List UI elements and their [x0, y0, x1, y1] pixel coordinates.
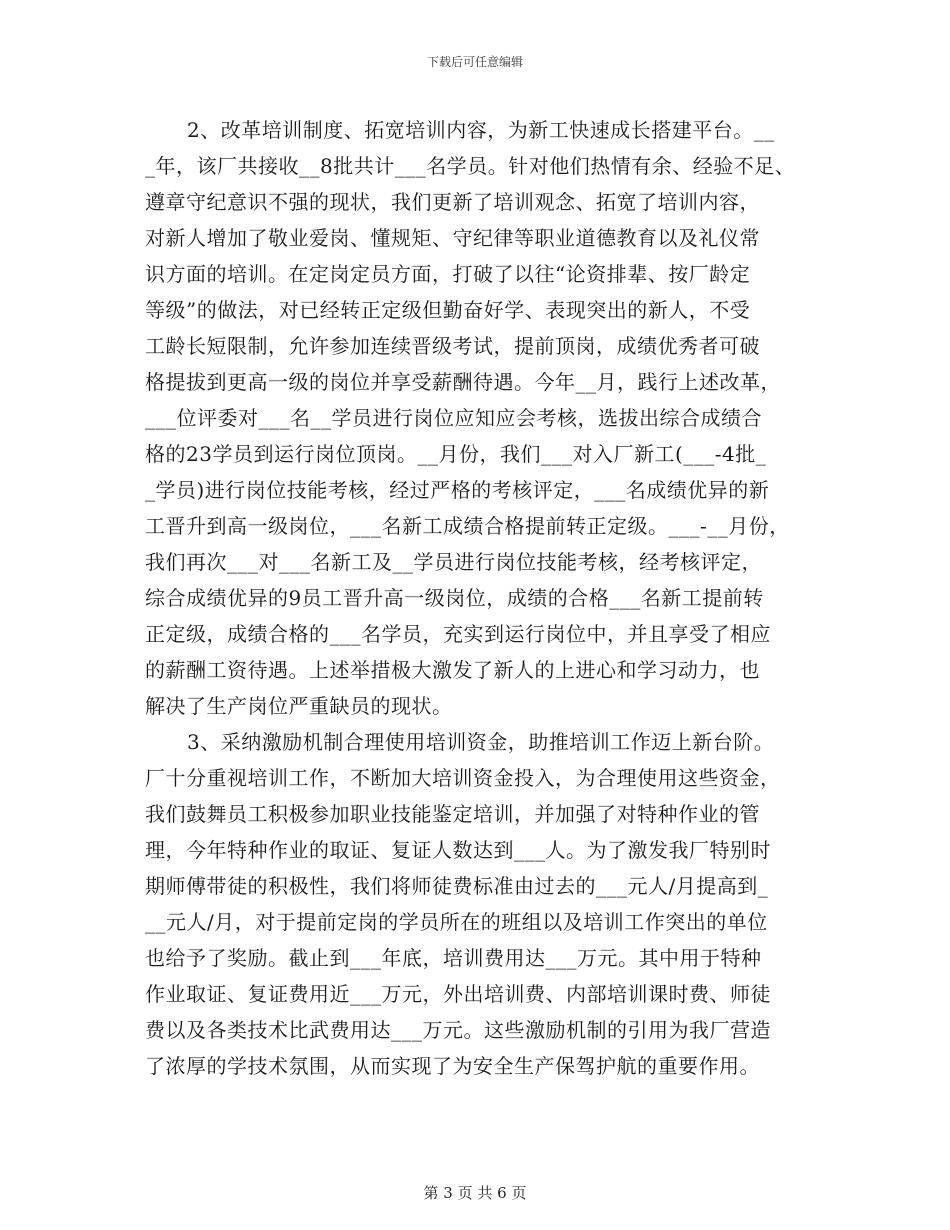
- paragraph-2-line-15: 正定级，成绩合格的___名学员，充实到运行岗位中，并且享受了相应: [145, 622, 771, 646]
- paragraph-2-line-1: 2、改革培训制度、拓宽培训内容，为新工快速成长搭建平台。__: [187, 118, 775, 142]
- paragraph-3-line-10: 了浓厚的学技术氛围，从而实现了为安全生产保驾护航的重要作用。: [145, 1054, 760, 1078]
- paragraph-3-line-6: __元人/月，对于提前定岗的学员所在的班组以及培训工作突出的单位: [145, 910, 768, 934]
- page-footer: 第 3 页 共 6 页: [423, 1184, 527, 1202]
- paragraph-2-line-9: ___位评委对___名__学员进行岗位应知应会考核，选拔出综合成绩合: [145, 406, 762, 430]
- paragraph-2-line-7: 工龄长短限制，允许参加连续晋级考试，提前顶岗，成绩优秀者可破: [145, 334, 760, 358]
- paragraph-2-line-13: 我们再次___对___名新工及__学员进行岗位技能考核，经考核评定，: [145, 550, 762, 574]
- paragraph-3-line-4: 理，今年特种作业的取证、复证人数达到___人。为了激发我厂特别时: [145, 838, 771, 862]
- paragraph-2-line-10: 格的23学员到运行岗位顶岗。__月份，我们___对入厂新工(___-4批_: [145, 442, 767, 466]
- paragraph-3-line-3: 我们鼓舞员工积极参加职业技能鉴定培训，并加强了对特种作业的管: [145, 802, 760, 826]
- paragraph-3-line-2: 厂十分重视培训工作，不断加大培训资金投入，为合理使用这些资金，: [145, 766, 781, 790]
- paragraph-2-line-2: _年，该厂共接收__8批共计___名学员。针对他们热情有余、经验不足、: [145, 154, 796, 178]
- paragraph-2-line-8: 格提拔到更高一级的岗位并享受薪酬待遇。今年__月，践行上述改革，: [145, 370, 781, 394]
- paragraph-2-line-11: _学员)进行岗位技能考核，经过严格的考核评定，___名成绩优异的新: [145, 478, 770, 502]
- page-header: 下载后可任意编辑: [426, 55, 523, 69]
- paragraph-3-line-8: 作业取证、复证费用近___万元，外出培训费、内部培训课时费、师徒: [145, 982, 771, 1006]
- paragraph-2-line-12: 工晋升到高一级岗位，___名新工成绩合格提前转正定级。___-__月份，: [145, 514, 790, 538]
- paragraph-2-line-17: 解决了生产岗位严重缺员的现状。: [145, 694, 453, 718]
- paragraph-2-line-6: 等级”的做法，对已经转正定级但勤奋好学、表现突出的新人，不受: [145, 298, 751, 322]
- paragraph-2-line-4: 对新人增加了敬业爱岗、懂规矩、守纪律等职业道德教育以及礼仪常: [145, 226, 760, 250]
- paragraph-3-line-5: 期师傅带徒的积极性，我们将师徒费标准由过去的___元人/月提高到_: [145, 874, 769, 898]
- paragraph-2-line-16: 的薪酬工资待遇。上述举措极大激发了新人的上进心和学习动力，也: [145, 658, 760, 682]
- paragraph-3-line-9: 费以及各类技术比武费用达___万元。这些激励机制的引用为我厂营造: [145, 1018, 771, 1042]
- document-body: [145, 112, 825, 1084]
- paragraph-2-line-14: 综合成绩优异的9员工晋升高一级岗位，成绩的合格___名新工提前转: [145, 586, 764, 610]
- paragraph-3-line-7: 也给予了奖励。截止到___年底，培训费用达___万元。其中用于特种: [145, 946, 762, 970]
- paragraph-2-line-5: 识方面的培训。在定岗定员方面，打破了以往“论资排辈、按厂龄定: [145, 262, 751, 286]
- paragraph-2-line-3: 遵章守纪意识不强的现状，我们更新了培训观念、拓宽了培训内容，: [145, 190, 760, 214]
- paragraph-3-line-1: 3、采纳激励机制合理使用培训资金，助推培训工作迈上新台阶。: [187, 730, 775, 754]
